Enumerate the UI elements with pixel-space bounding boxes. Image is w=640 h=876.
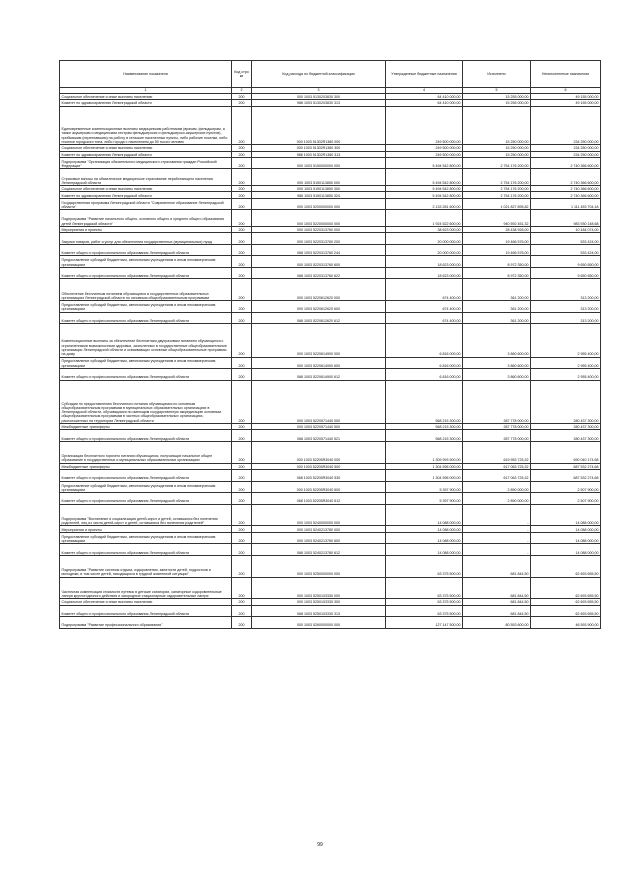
row-unexecuted: 62 693 655,50 [531,605,601,617]
row-approved: 6 816 000,00 [386,324,463,357]
row-classification-code: 000 1003 5150113850 300 [252,186,386,192]
row-executed: 287 778 000,00 [463,430,531,442]
row-name: Мероприятия и проекты [60,227,232,233]
table-row [60,430,601,442]
row-name: Предоставление субсидий бюджетным, автономным учреждениям и иным некоммерческим организациям [60,481,232,493]
row-executed: 361 200,00 [463,301,531,313]
header-code: Код стро ки [232,61,252,88]
header-row [60,61,601,88]
row-code: 200 [232,233,252,245]
row-unexecuted: 49 155 000,00 [531,94,601,100]
row-code: 200 [232,169,252,186]
table-row [60,470,601,482]
row-approved: 18 623 000,00 [386,256,463,268]
table-row [60,145,601,151]
row-classification-code: 068 1003 5240213780 612 [252,544,386,556]
row-code: 200 [232,380,252,424]
row-executed: 681 844,50 [463,577,531,599]
row-unexecuted: 234 250 000,00 [531,145,601,151]
row-code: 200 [232,227,252,233]
row-approved: 249 500 000,00 [386,151,463,157]
row-executed: 2 754 176 200,00 [463,192,531,198]
row-code: 200 [232,198,252,210]
row-approved: 5 494 542 800,00 [386,157,463,169]
table-row [60,441,601,463]
table-row [60,324,601,357]
table-row [60,244,601,256]
row-executed: 19 466 576,00 [463,244,531,256]
row-classification-code: 986 1003 5150113850 324 [252,192,386,198]
row-unexecuted: 280 437 300,00 [531,380,601,424]
row-approved: 5 494 542 800,00 [386,186,463,192]
row-executed: 8 972 350,00 [463,256,531,268]
table-row [60,493,601,505]
row-classification-code: 000 1003 5250103330 300 [252,599,386,605]
row-name: Межбюджетные трансферты [60,463,232,469]
row-name: Межбюджетные трансферты [60,424,232,430]
row-classification-code: 000 1003 5150113850 000 [252,169,386,186]
header-approved: Утвержденные бюджетные назначения [386,61,463,88]
row-approved: 63 375 500,00 [386,555,463,577]
row-name: Государственная программа Ленинградской области "Современное образование Ленинградской области" [60,198,232,210]
row-unexecuted: 62 693 655,50 [531,577,601,599]
row-classification-code: 000 1003 5240213780 600 [252,532,386,544]
row-approved: 18 623 000,00 [386,267,463,279]
row-unexecuted: 234 250 000,00 [531,106,601,144]
row-unexecuted: 280 437 300,00 [531,424,601,430]
row-unexecuted: 14 088 000,00 [531,544,601,556]
row-name: Мероприятия и проекты [60,526,232,532]
row-code: 200 [232,369,252,381]
row-unexecuted: 2 740 366 600,00 [531,186,601,192]
table-row [60,369,601,381]
row-unexecuted: 983 930 148,68 [531,210,601,227]
row-approved: 5 397 900,00 [386,481,463,493]
row-executed: 2 754 176 200,00 [463,186,531,192]
row-executed: 2 890 000,00 [463,493,531,505]
row-name: Социальное обеспечение и иные выплаты населению [60,599,232,605]
row-name: Комитет общего и профессионального образования Ленинградской области [60,493,232,505]
row-name: Подпрограмма "Развитие системы отдыха, оздоровления, занятости детей, подростков и молодежи, в том числе детей, находящихся в трудной жизненной ситуации" [60,555,232,577]
row-approved: 674 400,00 [386,312,463,324]
row-code: 200 [232,555,252,577]
row-name: Компенсационные выплаты за обеспечение бесплатным двухразовым питанием обучающихся с ограниченными возможностями здоровья, зачисленных в государственные общеобразовательные организации Ленинградской области и осваивающих основные общеобразовательные программы на дому [60,324,232,357]
row-code: 200 [232,577,252,599]
table-row [60,577,601,599]
row-classification-code: 986 1003 51302R1380 313 [252,151,386,157]
column-index: 5 [463,88,531,94]
row-unexecuted: 14 088 000,00 [531,526,601,532]
row-name: Комитет по здравоохранению Ленинградской области [60,100,232,106]
row-executed: - [463,526,531,532]
row-executed: 681 844,50 [463,555,531,577]
row-approved: 1 924 522 600,00 [386,210,463,227]
row-code: 200 [232,267,252,279]
header-executed: Исполнено [463,61,531,88]
row-executed: 681 844,50 [463,599,531,605]
row-approved: 2 133 281 600,00 [386,198,463,210]
row-approved: 127 147 500,00 [386,617,463,629]
row-name: Предоставление субсидий бюджетным, автономным учреждениям и иным некоммерческим организациям [60,256,232,268]
row-approved: 5 397 900,00 [386,493,463,505]
table-row [60,301,601,313]
table-row [60,157,601,169]
row-name: Комитет общего и профессионального образования Ленинградской области [60,369,232,381]
row-code: 200 [232,100,252,106]
row-code: 200 [232,192,252,198]
column-index: 4 [386,88,463,94]
row-code: 200 [232,106,252,144]
row-classification-code: 000 1003 5220614900 600 [252,357,386,369]
row-name: Страховые взносы на обязательное медицинское страхование неработающего населения Ленинградской области [60,169,232,186]
row-approved: 38 623 000,00 [386,227,463,233]
row-name: Комитет общего и профессионального образования Ленинградской области [60,244,232,256]
row-approved: 568 215 300,00 [386,380,463,424]
row-name: Подпрограмма "Развитие профессионального образования" [60,617,232,629]
row-unexecuted: 49 155 000,00 [531,100,601,106]
row-approved: 568 215 300,00 [386,430,463,442]
row-unexecuted: 1 111 453 704,18 [531,198,601,210]
row-classification-code: 000 1003 5250000000 000 [252,555,386,577]
row-executed: - [463,544,531,556]
row-code: 200 [232,526,252,532]
row-executed: 361 200,00 [463,279,531,301]
row-code: 200 [232,244,252,256]
row-classification-code: 000 1003 5150000000 000 [252,157,386,169]
row-classification-code: 000 1003 5250103330 000 [252,577,386,599]
row-classification-code: 068 1003 52205R3040 530 [252,470,386,482]
row-unexecuted: 2 955 400,00 [531,357,601,369]
row-classification-code: 000 1003 5200000000 000 [252,198,386,210]
row-classification-code: 000 1003 5220612620 600 [252,301,386,313]
row-name: Комитет общего и профессионального образования Ленинградской области [60,470,232,482]
row-approved: 5 494 542 800,00 [386,169,463,186]
row-executed: 2 890 000,00 [463,481,531,493]
header-name: Наименование показателя [60,61,232,88]
row-classification-code: 000 1003 5240000000 000 [252,504,386,526]
row-executed: 15 250 000,00 [463,145,531,151]
row-approved: 14 088 000,00 [386,532,463,544]
row-approved: 249 500 000,00 [386,106,463,144]
row-executed: 617 063 725,32 [463,470,531,482]
row-classification-code: 068 1003 5220614900 612 [252,369,386,381]
row-unexecuted: 9 650 650,00 [531,267,601,279]
table-row [60,532,601,544]
row-classification-code: 068 1003 5250103330 313 [252,605,386,617]
table-row [60,256,601,268]
page-number: 99 [317,842,323,848]
row-approved: 674 400,00 [386,279,463,301]
row-executed: 3 860 600,00 [463,324,531,357]
row-unexecuted: 2 507 900,00 [531,493,601,505]
row-name: Комитет общего и профессионального образования Ленинградской области [60,312,232,324]
row-executed: 15 255 000,00 [463,100,531,106]
row-name: Комитет общего и профессионального образования Ленинградской области [60,430,232,442]
row-code: 200 [232,463,252,469]
table-row [60,555,601,577]
row-approved: 64 410 000,00 [386,100,463,106]
row-classification-code: 000 1003 5220571440 500 [252,424,386,430]
column-index: 2 [232,88,252,94]
row-approved: 63 375 500,00 [386,599,463,605]
row-classification-code: 000 1003 51302R1380 300 [252,145,386,151]
row-unexecuted: 62 693 655,50 [531,555,601,577]
row-classification-code: 000 1003 5220614900 000 [252,324,386,357]
row-code: 200 [232,186,252,192]
row-executed: 3 860 600,00 [463,357,531,369]
table-row [60,198,601,210]
row-code: 200 [232,256,252,268]
row-approved: 63 375 500,00 [386,605,463,617]
table-row [60,617,601,629]
row-unexecuted: 234 250 000,00 [531,151,601,157]
table-row [60,605,601,617]
row-name: Закупка товаров, работ и услуг для обеспечения государственных (муниципальных) нужд [60,233,232,245]
row-approved: 20 000 000,00 [386,233,463,245]
table-row [60,100,601,106]
row-code: 200 [232,605,252,617]
row-code: 200 [232,151,252,157]
row-approved: 63 375 500,00 [386,577,463,599]
row-classification-code: 068 1003 5220313760 622 [252,267,386,279]
row-approved: 568 215 300,00 [386,424,463,430]
header-unexecuted: Неисполненные назначения [531,61,601,88]
row-classification-code: 000 1003 5130203830 300 [252,94,386,100]
row-unexecuted: 2 955 400,00 [531,324,601,357]
table-row [60,481,601,493]
row-classification-code: 068 1003 52205R3040 612 [252,493,386,505]
table-row [60,312,601,324]
header-classification: Код расхода по бюджетной классификации [252,61,386,88]
row-code: 200 [232,617,252,629]
table-row [60,357,601,369]
table-row [60,106,601,144]
row-classification-code: 068 1003 5220612620 612 [252,312,386,324]
row-name: Обеспечение бесплатным питанием обучающихся в государственных образовательных организациях Ленинградской области по основным общеобразовательным программам [60,279,232,301]
row-approved: 20 000 000,00 [386,244,463,256]
row-name: Организация бесплатного горячего питания обучающихся, получающих начальное общее образование в государственных и муниципальных образовательных организациях [60,441,232,463]
row-approved: 249 500 000,00 [386,145,463,151]
row-classification-code: 068 1003 5220313760 244 [252,244,386,256]
row-unexecuted: 2 955 400,00 [531,369,601,381]
row-code: 200 [232,157,252,169]
row-name: Комитет по здравоохранению Ленинградской области [60,192,232,198]
column-index: 1 [60,88,232,94]
row-executed: - [463,504,531,526]
row-name: Подпрограмма "Развитие начального общего, основного общего и среднего общего образования детей Ленинградской области" [60,210,232,227]
row-approved: 14 088 000,00 [386,526,463,532]
row-classification-code: 986 1003 5130203830 313 [252,100,386,106]
row-approved: 674 400,00 [386,301,463,313]
row-executed: 1 021 827 895,82 [463,198,531,210]
table-row [60,544,601,556]
row-name: Комитет общего и профессионального образования Ленинградской области [60,267,232,279]
row-code: 200 [232,301,252,313]
row-unexecuted: 313 200,00 [531,279,601,301]
row-name: Социальное обеспечение и иные выплаты населению [60,186,232,192]
row-unexecuted: 2 740 366 600,00 [531,157,601,169]
row-code: 200 [232,210,252,227]
row-code: 200 [232,544,252,556]
row-classification-code: 000 1003 5220313760 200 [252,233,386,245]
row-classification-code: 000 1003 5220000000 000 [252,210,386,227]
row-code: 200 [232,504,252,526]
row-classification-code: 000 1003 5220313760 600 [252,256,386,268]
row-code: 200 [232,441,252,463]
row-name: Социальное обеспечение и иные выплаты населению [60,94,232,100]
row-executed: 19 466 576,00 [463,233,531,245]
row-executed: 287 778 000,00 [463,380,531,424]
row-unexecuted: 533 424,00 [531,244,601,256]
table-row [60,599,601,605]
budget-execution-table [59,60,601,629]
row-classification-code: 000 1003 52205R3040 600 [252,481,386,493]
row-name: Комитет по здравоохранению Ленинградской области [60,151,232,157]
row-classification-code: 000 1003 52205R3040 500 [252,463,386,469]
row-name: Социальное обеспечение и иные выплаты населению [60,145,232,151]
row-classification-code: 000 1003 5220571440 000 [252,380,386,424]
row-executed: 28 438 926,00 [463,227,531,233]
row-executed: 617 063 725,32 [463,463,531,469]
budget-execution-table-container [59,60,600,629]
row-code: 200 [232,145,252,151]
table-row [60,210,601,227]
row-executed: 2 754 176 200,00 [463,169,531,186]
row-executed: - [463,532,531,544]
row-unexecuted: 687 532 274,68 [531,470,601,482]
row-classification-code: 000 1003 5220612620 000 [252,279,386,301]
row-code: 200 [232,424,252,430]
row-name: Предоставление субсидий бюджетным, автономным учреждениям и иным некоммерческим организациям [60,301,232,313]
table-body [60,94,601,629]
row-executed: 80 553 600,00 [463,617,531,629]
table-row [60,94,601,100]
row-classification-code: 068 1003 5220571440 521 [252,430,386,442]
row-approved: 6 816 000,00 [386,357,463,369]
row-unexecuted: 313 200,00 [531,301,601,313]
row-executed: 287 778 000,00 [463,424,531,430]
row-code: 200 [232,599,252,605]
row-approved: 64 410 000,00 [386,94,463,100]
row-name: Подпрограмма "Организация обязательного медицинского страхования граждан Российской Федерации" [60,157,232,169]
row-executed: 8 972 350,00 [463,267,531,279]
row-name: Комитет общего и профессионального образования Ленинградской области [60,605,232,617]
row-unexecuted: 2 507 900,00 [531,481,601,493]
table-row [60,504,601,526]
row-unexecuted: 62 693 655,50 [531,599,601,605]
table-row [60,192,601,198]
table-row [60,380,601,424]
table-row [60,151,601,157]
table-row [60,279,601,301]
row-unexecuted: 280 437 300,00 [531,430,601,442]
row-unexecuted: 313 200,00 [531,312,601,324]
row-code: 200 [232,94,252,100]
row-name: Частичная компенсация стоимости путевок в детские санатории, санаторные оздоровительные лагеря круглогодичного действия и загородные стационарные оздоровительные лагеря [60,577,232,599]
row-approved: 5 494 542 800,00 [386,192,463,198]
row-classification-code: 000 1003 51302R1380 000 [252,106,386,144]
row-code: 200 [232,312,252,324]
row-name: Подпрограмма "Воспитание и социализация детей-сирот и детей, оставшихся без попечения родителей, лиц из числа детей-сирот и детей, оставшихся без попечения родителей" [60,504,232,526]
row-unexecuted: 687 532 274,68 [531,463,601,469]
row-code: 200 [232,357,252,369]
row-name: Комитет общего и профессионального образования Ленинградской области [60,544,232,556]
row-approved: 1 304 596 000,00 [386,470,463,482]
row-approved: 6 816 000,00 [386,369,463,381]
row-approved: 1 304 596 000,00 [386,463,463,469]
row-code: 200 [232,481,252,493]
row-unexecuted: 14 088 000,00 [531,532,601,544]
table-row [60,186,601,192]
row-executed: 3 860 600,00 [463,369,531,381]
row-unexecuted: 10 184 074,00 [531,227,601,233]
row-code: 200 [232,279,252,301]
row-code: 200 [232,430,252,442]
row-name: Единовременные компенсационные выплаты медицинским работникам (врачам, фельдшерам, а также акушеркам и медицинским сестрам фельдшерских и фельдшерско-акушерских пунктов), прибывшим (переехавшим) на работу в сельские населенные пункты, либо рабочие поселки, либо поселки городского типа, либо города с населением до 50 тысяч человек [60,106,232,144]
row-code: 200 [232,324,252,357]
table-row [60,169,601,186]
row-executed: 940 592 451,32 [463,210,531,227]
row-classification-code: 000 1003 52205R3040 000 [252,441,386,463]
row-unexecuted: 46 593 900,00 [531,617,601,629]
column-index: 3 [252,88,386,94]
row-executed: 361 200,00 [463,312,531,324]
row-unexecuted: 14 088 000,00 [531,504,601,526]
row-executed: 15 250 000,00 [463,151,531,157]
row-code: 200 [232,532,252,544]
table-row [60,267,601,279]
row-name: Предоставление субсидий бюджетным, автономным учреждениям и иным некоммерческим организациям [60,532,232,544]
row-classification-code: 000 1003 5260000000 000 [252,617,386,629]
row-unexecuted: 533 424,00 [531,233,601,245]
row-approved: 14 088 000,00 [386,504,463,526]
row-approved: 14 088 000,00 [386,544,463,556]
row-name: Субсидии по предоставлению бесплатного питания обучающимся по основным общеобразовательным программам в муниципальных образовательных организациях в Ленинградской области, обучающимся по имеющим государственную аккредитацию основным общеобразовательным программам в частных общеобразовательных организациях, расположенных на территории Ленинградской области [60,380,232,424]
row-classification-code: 000 1003 5220313760 000 [252,227,386,233]
row-unexecuted: 9 650 650,00 [531,256,601,268]
table-row [60,233,601,245]
column-index: 6 [531,88,601,94]
row-executed: 619 953 725,32 [463,441,531,463]
row-code: 200 [232,493,252,505]
row-unexecuted: 690 040 174,68 [531,441,601,463]
row-unexecuted: 2 740 366 600,00 [531,192,601,198]
row-code: 200 [232,470,252,482]
row-executed: 15 255 000,00 [463,94,531,100]
row-executed: 15 250 000,00 [463,106,531,144]
row-approved: 1 309 993 900,00 [386,441,463,463]
row-name: Предоставление субсидий бюджетным, автономным учреждениям и иным некоммерческим организациям [60,357,232,369]
row-classification-code: 000 1003 5240213780 000 [252,526,386,532]
row-unexecuted: 2 740 366 600,00 [531,169,601,186]
row-executed: 2 754 176 200,00 [463,157,531,169]
row-executed: 681 844,50 [463,605,531,617]
